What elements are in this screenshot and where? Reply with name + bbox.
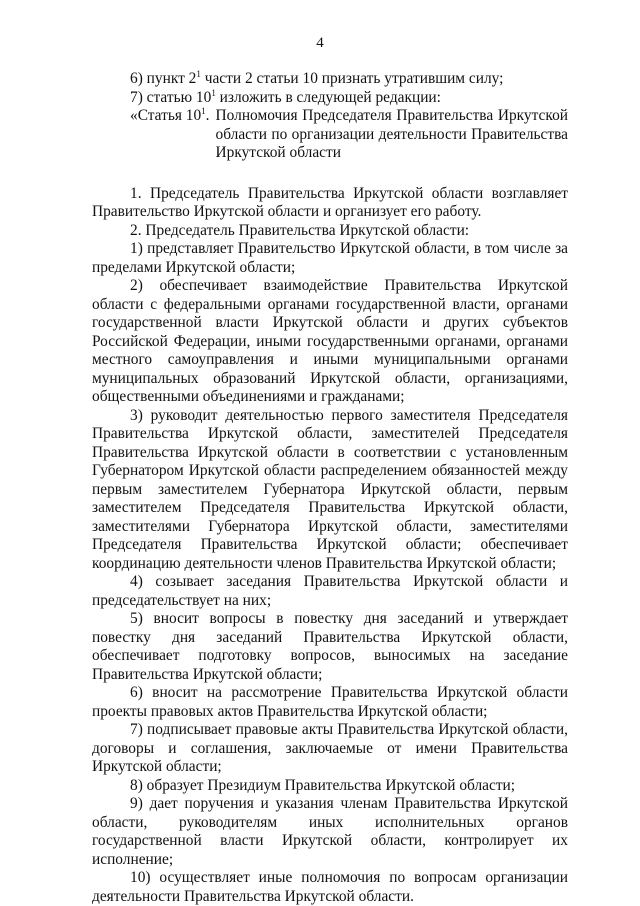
list-item: 5) вносит вопросы в повестку дня заседаний и утверждает повестку дня заседаний Правительства Иркутской области, обеспечивает подготовку вопросов, выносимых на заседание Правительства Иркутской области; (92, 610, 568, 683)
list-item: 7) подписывает правовые акты Правительства Иркутской области, договоры и соглашения, заключаемые от имени Правительства Иркутской области; (92, 721, 568, 775)
list-item: 8) образует Президиум Правительства Иркутской области; (130, 776, 516, 794)
document-body (92, 70, 568, 906)
article-title: Полномочия Председателя Правительства Иркутской области по организации деятельности Правительства Иркутской области (215, 107, 568, 161)
list-item: 6) вносит на рассмотрение Правительства Иркутской области проекты правовых актов Правительства Иркутской области; (92, 684, 568, 720)
amendment-item-6: 6) пункт $2^1$ части 2 статьи 10 признать утратившим силу; (130, 68, 504, 87)
list-item: 3) руководит деятельностью первого заместителя Председателя Правительства Иркутской области, заместителей Председателя Правительства Иркутской области в соответствии с установленным Губернатором Иркутской области распределением обязанностей между первым заместителем Губернатора Иркутской области, первым заместителем Председателя Правительства Иркутской области, заместителями Губернатора Иркутской области, заместителями Председателя Правительства Иркутской области; обеспечивает координацию деятельности членов Правительства Иркутской области; (92, 406, 568, 572)
page-number: 4 (316, 35, 324, 51)
list-item: 10) осуществляет иные полномочия по вопросам организации деятельности Правительства Иркутской области. (92, 869, 568, 905)
amendment-item-7: 7) статью $10^1$ изложить в следующей редакции: (130, 87, 441, 106)
article-number: «Статья $10^1$. (130, 105, 210, 124)
list-item: 1) представляет Правительство Иркутской области, в том числе за пределами Иркутской области; (92, 240, 568, 276)
list-item: 4) созывает заседания Правительства Иркутской области и председательствует на них; (92, 573, 568, 609)
list-item: 2) обеспечивает взаимодействие Правительства Иркутской области с федеральными органами государственной власти, органами государственной власти Иркутской области и других субъектов Российской Федерации, иными государственными органами, органами местного самоуправления и иными муниципальными органами муниципальных образований Иркутской области, организациями, общественными объединениями и гражданами; (92, 277, 568, 405)
paragraph: 1. Председатель Правительства Иркутской области возглавляет Правительство Иркутской области и организует его работу. (92, 184, 568, 220)
paragraph: 2. Председатель Правительства Иркутской области: (130, 221, 470, 239)
list-item: 9) дает поручения и указания членам Правительства Иркутской области, руководителям иных исполнительных органов государственной власти Иркутской области, контролирует их исполнение; (92, 795, 568, 868)
article-heading (92, 107, 568, 163)
spacer (92, 163, 568, 185)
